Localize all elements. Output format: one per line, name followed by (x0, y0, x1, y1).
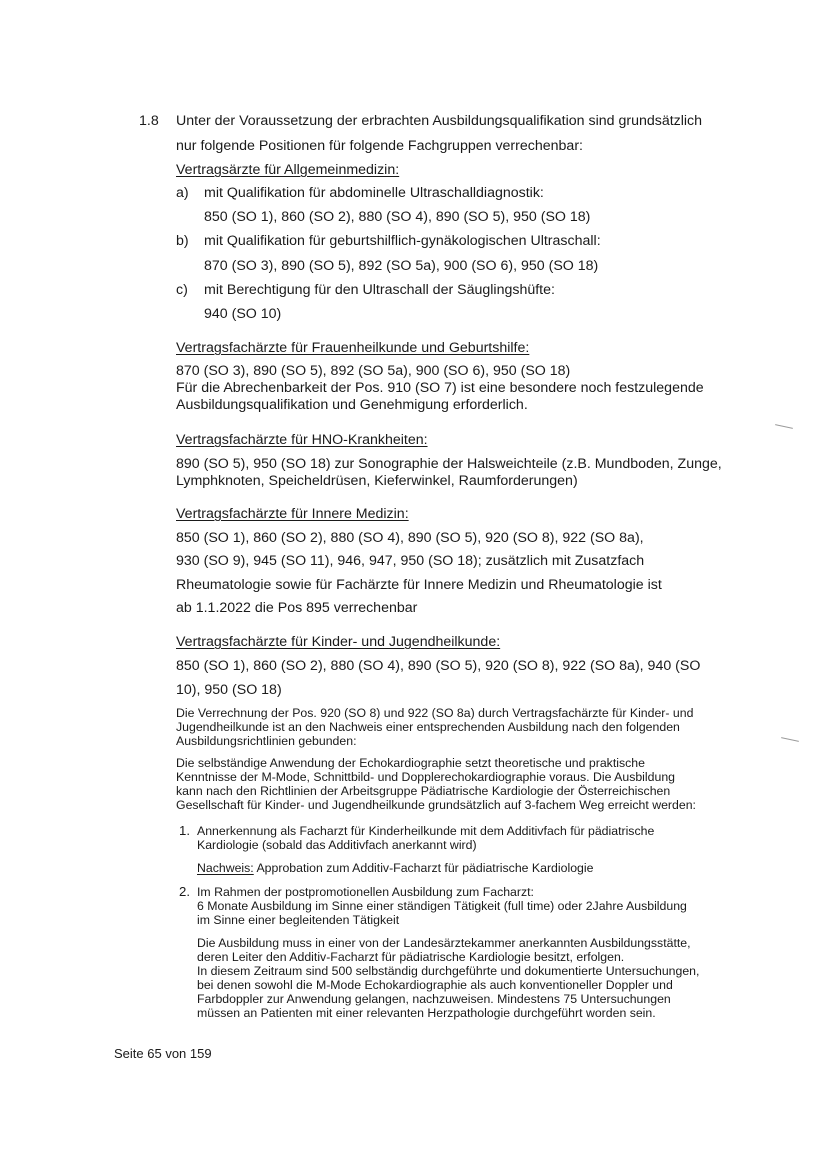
kinder-item1-marker: 1. (179, 823, 190, 838)
kinder-line-2: 10), 950 (SO 18) (176, 682, 282, 698)
heading-innere-medizin: Vertragsfachärzte für Innere Medizin: (176, 506, 409, 522)
kinder-item1-nachweis (197, 861, 593, 875)
kinder-item1-line-1: Annerkennung als Facharzt für Kinderheilkunde mit dem Additivfach für pädiatrische (197, 824, 655, 838)
heading-allgemeinmedizin: Vertragsärzte für Allgemeinmedizin: (176, 162, 400, 178)
kinder-item2-para-line-1: Die Ausbildung muss in einer von der Landesärztekammer anerkannten Ausbildungsstätte, (197, 936, 691, 950)
item-b-label: mit Qualifikation für geburtshilflich-gynäkologischen Ultraschall: (204, 233, 601, 249)
section-number: 1.8 (139, 113, 159, 129)
kinder-item1-line-2: Kardiologie (sobald das Additivfach anerkannt wird) (197, 838, 477, 852)
heading-hno: Vertragsfachärzte für HNO-Krankheiten: (176, 432, 428, 448)
kinder-item2-line-1: Im Rahmen der postpromotionellen Ausbildung zum Facharzt: (197, 885, 534, 899)
kinder-item2-para-line-4: bei denen sowohl die M-Mode Echokardiographie als auch konventioneller Doppler und (197, 978, 673, 992)
kinder-para1-line-1: Die Verrechnung der Pos. 920 (SO 8) und 922 (SO 8a) durch Vertragsfachärzte für Kinder- und (176, 706, 694, 720)
kinder-item2-para-line-6: müssen an Patienten mit einer relevanten Herzpathologie durchgeführt worden sein. (197, 1006, 656, 1020)
item-c-marker: c) (176, 282, 188, 298)
item-b-positions: 870 (SO 3), 890 (SO 5), 892 (SO 5a), 900 (SO 6), 950 (SO 18) (204, 258, 599, 274)
kinder-line-1: 850 (SO 1), 860 (SO 2), 880 (SO 4), 890 (SO 5), 920 (SO 8), 922 (SO 8a), 940 (SO (176, 658, 701, 674)
item-c-positions: 940 (SO 10) (204, 306, 282, 322)
kinder-item2-marker: 2. (179, 884, 190, 899)
kinder-item2-line-2: 6 Monate Ausbildung im Sinne einer ständigen Tätigkeit (full time) oder 2Jahre Ausbildung (197, 899, 687, 913)
heading-kinderheilkunde: Vertragsfachärzte für Kinder- und Jugendheilkunde: (176, 634, 501, 650)
kinder-para1-line-3: Ausbildungsrichtlinien gebunden: (176, 734, 357, 748)
frauen-line-2: Für die Abrechenbarkeit der Pos. 910 (SO 7) ist eine besondere noch festzulegende (176, 380, 704, 396)
kinder-item2-para-line-3: In diesem Zeitraum sind 500 selbständig durchgeführte und dokumentierte Untersuchungen, (197, 964, 700, 978)
item-a-positions: 850 (SO 1), 860 (SO 2), 880 (SO 4), 890 (SO 5), 950 (SO 18) (204, 209, 591, 225)
hno-line-2: Lymphknoten, Speicheldrüsen, Kieferwinkel, Raumforderungen) (176, 473, 578, 489)
frauen-line-3: Ausbildungsqualifikation und Genehmigung erforderlich. (176, 397, 528, 413)
nachweis-label: Nachweis: (197, 861, 254, 875)
item-b-marker: b) (176, 233, 189, 249)
kinder-para2-line-3: kann nach den Richtlinien der Arbeitsgruppe Pädiatrische Kardiologie der Österreichischen (176, 784, 671, 798)
innere-line-4: ab 1.1.2022 die Pos 895 verrechenbar (176, 600, 418, 616)
frauen-line-1: 870 (SO 3), 890 (SO 5), 892 (SO 5a), 900 (SO 6), 950 (SO 18) (176, 363, 571, 379)
scan-mark-1 (775, 424, 793, 429)
hno-line-1: 890 (SO 5), 950 (SO 18) zur Sonographie der Halsweichteile (z.B. Mundboden, Zunge, (176, 456, 722, 472)
kinder-item2-line-3: im Sinne einer begleitenden Tätigkeit (197, 913, 400, 927)
item-a-label: mit Qualifikation für abdominelle Ultraschalldiagnostik: (204, 185, 544, 201)
kinder-item2-para-line-2: deren Leiter den Additiv-Facharzt für pädiatrische Kardiologie besitzt, erfolgen. (197, 950, 625, 964)
innere-line-2: 930 (SO 9), 945 (SO 11), 946, 947, 950 (SO 18); zusätzlich mit Zusatzfach (176, 553, 645, 569)
heading-frauenheilkunde: Vertragsfachärzte für Frauenheilkunde und Geburtshilfe: (176, 340, 530, 356)
kinder-para2-line-4: Gesellschaft für Kinder- und Jugendheilkunde grundsätzlich auf 3-fachem Weg erreicht werden: (176, 798, 696, 812)
scan-mark-2 (781, 737, 799, 742)
kinder-para1-line-2: Jugendheilkunde ist an den Nachweis einer entsprechenden Ausbildung nach den folgenden (176, 720, 680, 734)
innere-line-3: Rheumatologie sowie für Fachärzte für Innere Medizin und Rheumatologie ist (176, 577, 662, 593)
innere-line-1: 850 (SO 1), 860 (SO 2), 880 (SO 4), 890 (SO 5), 920 (SO 8), 922 (SO 8a), (176, 530, 644, 546)
kinder-para2-line-1: Die selbständige Anwendung der Echokardiographie setzt theoretische und praktische (176, 756, 645, 770)
intro-line-2: nur folgende Positionen für folgende Fachgruppen verrechenbar: (176, 138, 583, 154)
item-c-label: mit Berechtigung für den Ultraschall der Säuglingshüfte: (204, 282, 555, 298)
page-footer: Seite 65 von 159 (114, 1046, 212, 1061)
intro-line-1: Unter der Voraussetzung der erbrachten Ausbildungsqualifikation sind grundsätzlich (176, 113, 703, 129)
kinder-para2-line-2: Kenntnisse der M-Mode, Schnittbild- und Dopplerechokardiographie voraus. Die Ausbildung (176, 770, 675, 784)
kinder-item2-para-line-5: Farbdoppler zur Anwendung gelangen, nachzuweisen. Mindestens 75 Untersuchungen (197, 992, 671, 1006)
nachweis-text: Approbation zum Additiv-Facharzt für pädiatrische Kardiologie (253, 861, 594, 875)
item-a-marker: a) (176, 185, 189, 201)
